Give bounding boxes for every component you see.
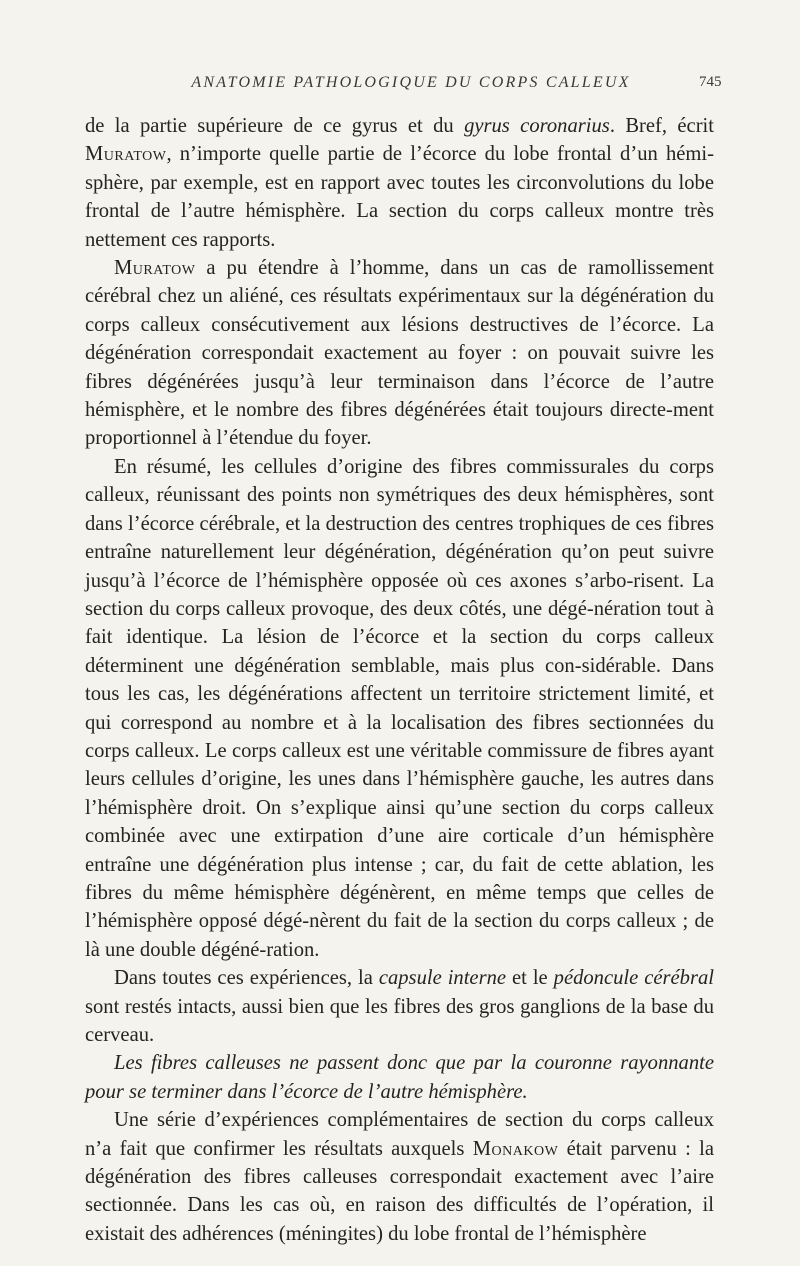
page-number: 745	[699, 74, 722, 90]
paragraph-2: Muratow a pu étendre à l’homme, dans un cas de ramollissement cérébral chez un aliéné, ces résultats expérimentaux sur la dégénération du corps calleux consécutivement aux lésions destructives de l’écorce. La dégénération correspondait exactement au foyer : on pouvait suivre les fibres dégénérées jusqu’à leur terminaison dans l’écorce de l’autre hémisphère, et le nombre des fibres dégénérées était toujours directe-ment proportionnel à l’étendue du foyer.	[85, 257, 714, 450]
paragraph-4: Dans toutes ces expériences, la capsule interne et le pédoncule cérébral sont restés intacts, aussi bien que les fibres des gros ganglions de la base du cerveau.	[85, 967, 714, 1046]
running-title: ANATOMIE PATHOLOGIQUE DU CORPS CALLEUX	[191, 74, 631, 91]
paragraph-3: En résumé, les cellules d’origine des fibres commissurales du corps calleux, réunissant des points non symétriques des deux hémisphères, sont dans l’écorce cérébrale, et la destruction des centres trophiques de ces fibres entraîne naturellement leur dégénération, dégénération qu’on peut suivre jusqu’à l’écorce de l’hémisphère opposée où ces axones s’arbo-risent. La section du corps calleux provoque, des deux côtés, une dégé-nération tout à fait identique. La lésion de l’écorce et la section du corps calleux déterminent une dégénération semblable, mais plus con-sidérable. Dans tous les cas, les dégénérations affectent un territoire strictement limité, et qui correspond au nombre et à la localisation des fibres sectionnées du corps calleux. Le corps calleux est une véritable commissure de fibres ayant leurs cellules d’origine, les unes dans l’hémisphère gauche, les autres dans l’hémisphère droit. On s’explique ainsi qu’une section du corps calleux combinée avec une extirpation d’une aire corticale d’un hémisphère entraîne une dégénération plus intense ; car, du fait de cette ablation, les fibres du même hémisphère dégénèrent, en même temps que celles de l’hémisphère opposé dégé-nèrent du fait de la section du corps calleux ; de là une double dégéné-ration.	[85, 455, 714, 961]
term-capsule-interne: capsule interne	[378, 967, 507, 990]
term-gyrus-coronarius: gyrus coronarius	[464, 115, 610, 137]
paragraph-5-conclusion: Les fibres calleuses ne passent donc que par la couronne rayonnante pour se terminer dans l’écorce de l’autre hémisphère.	[85, 1052, 714, 1103]
author-muratow: Muratow	[114, 257, 196, 280]
term-pedoncule-cerebral: pédoncule cérébral	[553, 967, 714, 990]
author-muratow: Muratow	[85, 143, 167, 166]
author-monakow: Monakow	[472, 1137, 559, 1160]
paragraph-6: Une série d’expériences complémentaires de section du corps calleux n’a fait que confirmer les résultats auxquels Monakow était parvenu : la dégénération des fibres calleuses correspondait exactement avec l’aire sectionnée. Dans les cas où, en raison des difficultés de l’opération, il existait des adhérences (méningites) du lobe frontal de l’hémisphère	[85, 1109, 714, 1245]
paragraph-1: de la partie supérieure de ce gyrus et du gyrus coronarius. Bref, écrit Muratow, n’importe quelle partie de l’écorce du lobe frontal d’un hémi-sphère, par exemple, est en rapport avec toutes les circonvolutions du lobe frontal de l’autre hémisphère. La section du corps calleux montre très nettement ces rapports.	[85, 115, 714, 251]
page-body	[85, 112, 714, 1248]
